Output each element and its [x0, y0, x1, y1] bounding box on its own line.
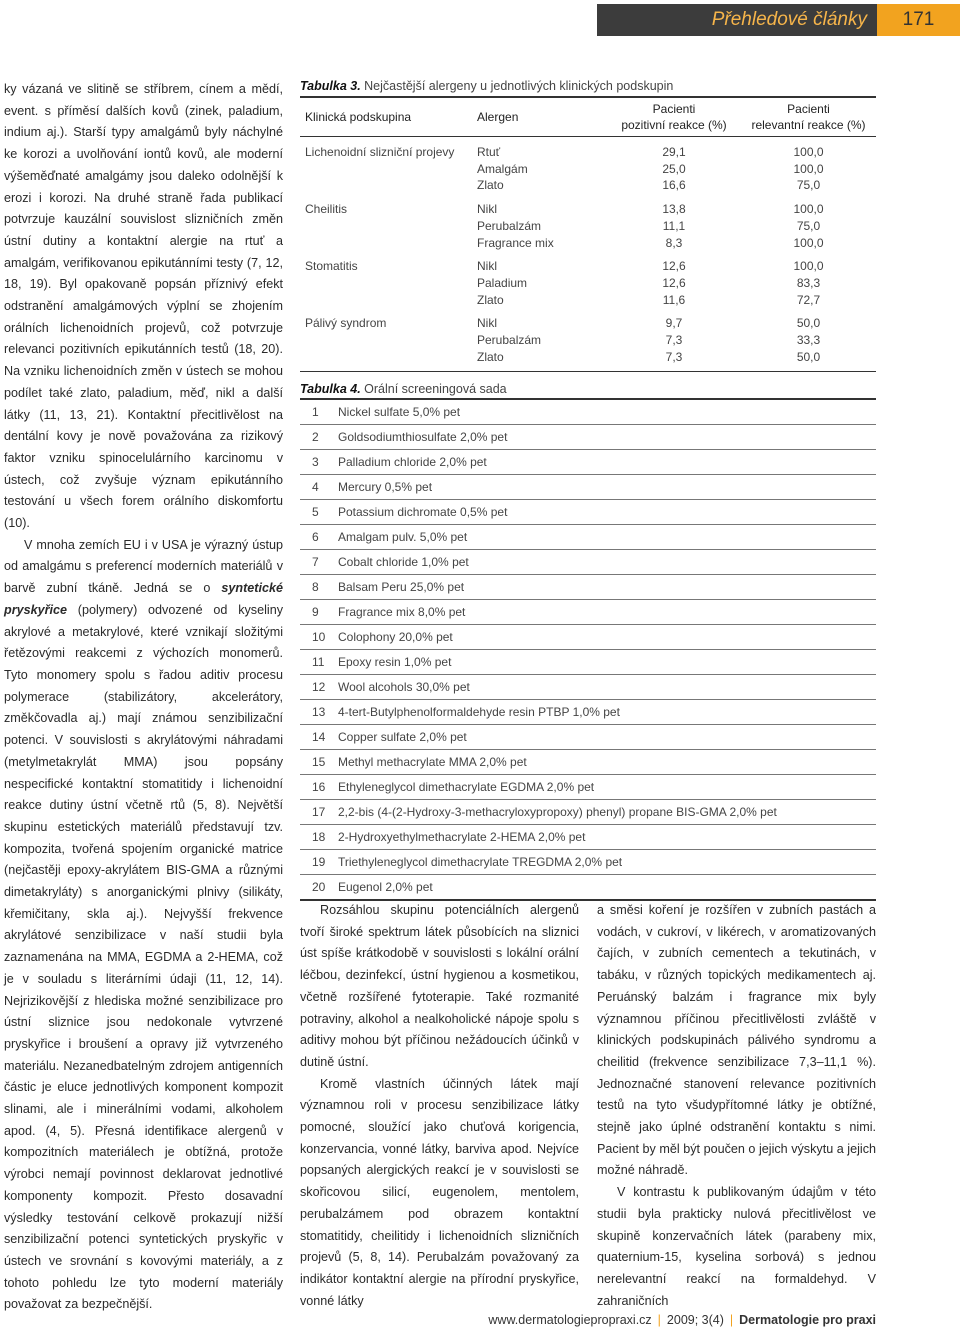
table4-item: Cobalt chloride 1,0% pet	[338, 555, 469, 569]
left-paragraph-2-end: (polymery) odvozené od kyseliny akrylové a metakrylové, které vznikají složitými řetězovými reakcemi z výchozích monomerů. Tyto monomery spolu s řadou aditiv procesu polymerace (stabilizátory, akcelerátory, změkčovadla aj.) mají známou senzibilizační potenci. V souvislosti s akrylátovými náhradami (metylmetakrylát MMA) jsou popsány nespecifické kontaktní stomatitidy i lichenoidní reakce dutiny ústní včetně rtů (5, 8). Největší skupinu estetických materiálů představují tzv. kompozita, tvořená spojením organické matrice (nejčastěji epoxy-akrylátem BIS-GMA a různými dimetakryláty) s anorganickými plnivy (silikáty, křemičitany, skla aj.). Nejvyšší frekvence akrylátové senzibilizace v naší studii byla zaznamenána na MMA, EGDMA a 2-HEMA, což je v souladu s literárními údaji (11, 12, 14). Nejrizikovější z hlediska možné senzibilizace pro ústní sliznice jsou nedokonale vytvrzené pryskyřice i broušení a opravy již vytvrzeného materiálu. Nezanedbatelným zdrojem antigenních částic je eluce jednotlivých komponent kompozit slinami, ale i minerálními vodami, alkoholem apod. (4, 5). Přesná identifikace alergenů v kompozitních materiálech je obtížná, protože výrobci nemají povinnost deklarovat jednotlivé komponenty kompozit. Přesto dosavadní výsledky testování celkově prokazují nižší senzibilizační potenci syntetických pryskyřic v ústech ve srovnání s kovovými materiály, a z tohoto pohledu lze tyto moderní materiály považovat za bezpečnější.	[4, 602, 283, 1312]
table4-number: 7	[312, 555, 319, 569]
table3-subgroup: Lichenoidní slizniční projevy	[305, 145, 455, 159]
table3-relevant: 50,0	[796, 316, 821, 331]
table-row	[300, 600, 876, 625]
table3-title: Nejčastější alergeny u jednotlivých klinických podskupin	[364, 79, 674, 93]
table3-positive: 11,1	[662, 218, 686, 233]
table4-item: Copper sulfate 2,0% pet	[338, 730, 467, 744]
table4-number: 15	[312, 755, 326, 769]
table3-relevant: 100,0	[793, 235, 824, 250]
table4-number: 5	[312, 505, 319, 519]
table-row	[300, 475, 876, 500]
table4-number: 13	[312, 705, 326, 719]
table-row	[300, 275, 876, 292]
table4-number: 17	[312, 805, 326, 819]
table3-relevant: 75,0	[796, 218, 821, 233]
table4-item: Palladium chloride 2,0% pet	[338, 455, 487, 469]
table3-positive: 7,3	[665, 333, 683, 348]
table3-relevant: 50,0	[796, 349, 821, 364]
table4-number: 16	[312, 780, 326, 794]
table-row	[300, 450, 876, 475]
table4-number: 18	[312, 830, 326, 844]
table-row	[300, 675, 876, 700]
table-row	[300, 218, 876, 235]
table3-subgroup	[300, 235, 472, 252]
table3-relevant: 72,7	[796, 292, 821, 307]
table-row	[300, 650, 876, 675]
right-column	[597, 900, 876, 1312]
table3-positive: 8,3	[665, 235, 683, 250]
table3-subgroup	[300, 218, 472, 235]
table4-item: Potassium dichromate 0,5% pet	[338, 505, 508, 519]
left-paragraph-2-start: V mnoha zemích EU i v USA je výrazný ústup od amalgámu s preferencí moderních materiálů v barvě zubní tkáně. Jedná se o	[4, 537, 283, 596]
table-row	[300, 425, 876, 450]
table3-subgroup: Stomatitis	[305, 259, 358, 274]
table3-relevant: 75,0	[796, 178, 821, 193]
table3-subgroup	[300, 177, 472, 194]
table3-allergen: Amalgám	[477, 161, 528, 176]
table3-positive: 29,1	[662, 145, 686, 159]
table3-relevant: 33,3	[796, 333, 821, 348]
table4-number: 12	[312, 680, 326, 694]
table4-item: 2-Hydroxyethylmethacrylate 2-HEMA 2,0% pet	[338, 830, 586, 844]
table-row	[300, 194, 876, 218]
table4-item: Fragrance mix 8,0% pet	[338, 605, 466, 619]
table-row	[300, 161, 876, 178]
table-row	[300, 850, 876, 875]
table3-allergen: Nikl	[477, 259, 497, 274]
table3-relevant: 100,0	[793, 259, 824, 274]
table3-header-subgroup: Klinická podskupina	[305, 110, 412, 124]
section-title: Přehledové články	[711, 9, 867, 30]
table-row	[300, 177, 876, 194]
footer-separator: |	[657, 1313, 661, 1327]
table3-positive: 11,6	[662, 292, 686, 307]
table3-positive: 25,0	[662, 161, 686, 176]
table-row	[300, 750, 876, 775]
table4-title: Orální screeningová sada	[364, 382, 507, 396]
right-paragraph-2: V kontrastu k publikovaným údajům v této studii byla prakticky nulová přecitlivělost ve skupině konzervačních látek (parabeny mix, quaternium-15, kyselina sorbová) s jednou nerelevantní reakcí na formaldehyd. V zahraničních	[597, 1185, 876, 1308]
table4-number: 10	[312, 630, 326, 644]
table3-label: Tabulka 3.	[300, 79, 361, 93]
table4-item: Goldsodiumthiosulfate 2,0% pet	[338, 430, 508, 444]
table3-allergen: Paladium	[477, 275, 528, 290]
middle-paragraph-1: Rozsáhlou skupinu potenciálních alergenů tvoří široké spektrum látek působících na sliznici úst spíše krátkodobě v souvislosti s lokální orální léčbou, dezinfekcí, ústní hygienou a kosmetikou, včetně rozšířené fytoterapie. Také rozmanité potraviny, alkohol a nealkoholické nápoje spolu s aditivy mohou být příčinou nežádoucích účinků v dutině ústní.	[300, 903, 579, 1069]
table-row	[300, 251, 876, 275]
table-row	[300, 137, 876, 161]
table-row	[300, 332, 876, 349]
table4-number: 3	[312, 455, 319, 469]
table4-number: 6	[312, 530, 319, 544]
table3-allergen: Zlato	[477, 349, 504, 364]
table-row	[300, 235, 876, 252]
right-paragraph-1: a směsi koření je rozšířen v zubních pastách a vodách, v cukroví, v likérech, v aromatizovaných čajích, v zubních cementech a tekutinách, v tabáku, v různých topických medikamentech aj. Peruánský balzám i fragrance mix byly významnou příčinou přecitlivělosti zvláště v klinických podskupinách pálivého syndromu a cheilitid (frekvence senzibilizace 7,3–11,1 %). Jednoznačné stanovení relevance pozitivních testů na tyto všudypřítomné látky je obtížné, stejně jako úplné odstranění kontaktu s nimi. Pacient by měl být poučen o jejich výskytu a jejich možné náhradě.	[597, 903, 876, 1178]
table-row	[300, 700, 876, 725]
page-number: 171	[877, 4, 960, 36]
table3-positive: 13,8	[662, 202, 686, 217]
table3-allergen: Rtuť	[477, 145, 501, 159]
table4-number: 19	[312, 855, 326, 869]
table3-relevant: 100,0	[793, 161, 824, 176]
table4-item: Wool alcohols 30,0% pet	[338, 680, 470, 694]
footer-journal-name: Dermatologie pro praxi	[739, 1313, 876, 1327]
table-row	[300, 625, 876, 650]
table3-caption	[300, 79, 673, 93]
table4-item: Balsam Peru 25,0% pet	[338, 580, 465, 594]
left-paragraph-2	[4, 535, 283, 1316]
table3-header-positive-l2: pozitivní reakce (%)	[621, 118, 727, 132]
footer-separator: |	[729, 1313, 734, 1327]
table4-item: Mercury 0,5% pet	[338, 480, 433, 494]
table-row	[300, 875, 876, 901]
table4-number: 2	[312, 430, 319, 444]
table3-header-positive-l1: Pacienti	[652, 102, 696, 116]
table-row	[300, 292, 876, 309]
table3-subgroup: Cheilitis	[305, 202, 348, 217]
table3-relevant: 100,0	[793, 145, 824, 159]
table-row	[300, 775, 876, 800]
left-paragraph-1: ky vázaná ve slitině se stříbrem, cínem a mědí, event. s příměsí dalších kovů (zinek, paladium, indium aj.). Starší typy amalgámů byly náchylné ke korozi a uvolňování iontů kovů, ale moderní výšeměďnaté amalgámy jsou daleko odolnější k erozi i korozi. Na druhé straně řada publikací potvrzuje kauzální souvislost slizničních změn ústní dutiny a kontaktní alergie na rtuť a amalgám, verifikovanou epikutánními testy (7, 12, 18, 19). Byl opakovaně popsán příznivý efekt odstranění amalgámových výplní se zhojením orálních lichenoidních projevů, což potvrzuje relevanci pozitivních epikutánních testů (18, 20). Na vzniku lichenoidních změn v ústech se mohou podílet také zlato, paladium, měď, nikl a další látky (11, 13, 21). Kontaktní přecitlivělost na dentální kovy je nově považována za rizikový faktor vzniku spinocelulárního karcinomu v ústech, což zvyšuje význam epikutánního testování u všech forem orálního diskomfortu (10).	[4, 82, 283, 531]
table4-caption	[300, 382, 507, 396]
table3-subgroup	[300, 349, 472, 372]
table3-allergen: Perubalzám	[477, 218, 542, 233]
table3-subgroup: Pálivý syndrom	[305, 316, 387, 331]
footer-url[interactable]: www.dermatologiepropraxi.cz	[488, 1313, 652, 1327]
table4-number: 20	[312, 880, 326, 894]
table-row	[300, 399, 876, 425]
table4-item: Eugenol 2,0% pet	[338, 880, 433, 894]
table3-positive: 16,6	[662, 178, 686, 193]
middle-column	[300, 900, 579, 1312]
table3	[300, 96, 876, 372]
table4-label: Tabulka 4.	[300, 382, 361, 396]
table3-subgroup	[300, 275, 472, 292]
table3-header-row	[300, 97, 876, 137]
table4-item: 4-tert-Butylphenolformaldehyde resin PTBP 1,0% pet	[338, 705, 620, 719]
table3-relevant: 100,0	[793, 202, 824, 217]
table-row	[300, 349, 876, 372]
table3-allergen: Zlato	[477, 178, 504, 193]
table3-allergen: Fragrance mix	[477, 235, 554, 250]
table3-header-relevant-l1: Pacienti	[787, 102, 830, 116]
table-row	[300, 800, 876, 825]
table3-allergen: Perubalzám	[477, 333, 542, 348]
table3-header-positive	[607, 97, 741, 137]
footer-issue: 2009; 3(4)	[666, 1313, 724, 1327]
table4-number: 9	[312, 605, 319, 619]
table4-number: 8	[312, 580, 319, 594]
table-row	[300, 725, 876, 750]
table4-item: Epoxy resin 1,0% pet	[338, 655, 452, 669]
table4-item: Methyl methacrylate MMA 2,0% pet	[338, 755, 527, 769]
left-paragraph-2-emphasis: syntetické pryskyřice	[4, 581, 283, 617]
table-row	[300, 308, 876, 332]
table3-header-relevant	[741, 97, 876, 137]
table-row	[300, 825, 876, 850]
table-row	[300, 575, 876, 600]
left-column	[4, 79, 283, 1316]
table3-subgroup	[300, 161, 472, 178]
table4-item: Colophony 20,0% pet	[338, 630, 453, 644]
table3-allergen: Nikl	[477, 202, 497, 217]
table3-subgroup	[300, 292, 472, 309]
table-row	[300, 500, 876, 525]
table3-allergen: Nikl	[477, 316, 497, 331]
table3-relevant: 83,3	[796, 275, 821, 290]
table4-item: Amalgam pulv. 5,0% pet	[338, 530, 468, 544]
table-row	[300, 525, 876, 550]
table4-number: 11	[312, 655, 325, 669]
table4-item: 2,2-bis (4-(2-Hydroxy-3-methacryloxypropoxy) phenyl) propane BIS-GMA 2,0% pet	[338, 805, 777, 819]
table3-header-relevant-l2: relevantní reakce (%)	[751, 118, 866, 132]
table3-positive: 7,3	[665, 349, 683, 364]
table4-number: 14	[312, 730, 326, 744]
footer	[300, 1313, 876, 1327]
table3-subgroup	[300, 332, 472, 349]
table3-positive: 12,6	[662, 275, 686, 290]
middle-paragraph-2: Kromě vlastních účinných látek mají významnou roli v procesu senzibilizace látky pomocné, sloužící jako chuťová korigencia, konzervancia, vonné látky, barviva apod. Nejvíce popsaných alergických reakcí je v souvislosti se skořicovou silicí, eugenolem, mentolem, perubalzámem pod obrazem kontaktní stomatitidy, cheilitidy i lichenoidních slizničních projevů (5, 8, 14). Perubalzám považovaný za indikátor kontaktní alergie na přírodní pryskyřice, vonné látky	[300, 1076, 579, 1308]
table4	[300, 398, 876, 901]
table4-number: 4	[312, 480, 319, 494]
table3-allergen: Zlato	[477, 292, 504, 307]
table4-item: Nickel sulfate 5,0% pet	[338, 405, 461, 419]
table4-number: 1	[312, 405, 319, 419]
table4-item: Ethyleneglycol dimethacrylate EGDMA 2,0% pet	[338, 780, 595, 794]
table3-positive: 12,6	[662, 259, 686, 274]
table4-item: Triethyleneglycol dimethacrylate TREGDMA 2,0% pet	[338, 855, 623, 869]
table3-header-allergen: Alergen	[477, 110, 519, 124]
table-row	[300, 550, 876, 575]
table3-positive: 9,7	[665, 316, 683, 331]
